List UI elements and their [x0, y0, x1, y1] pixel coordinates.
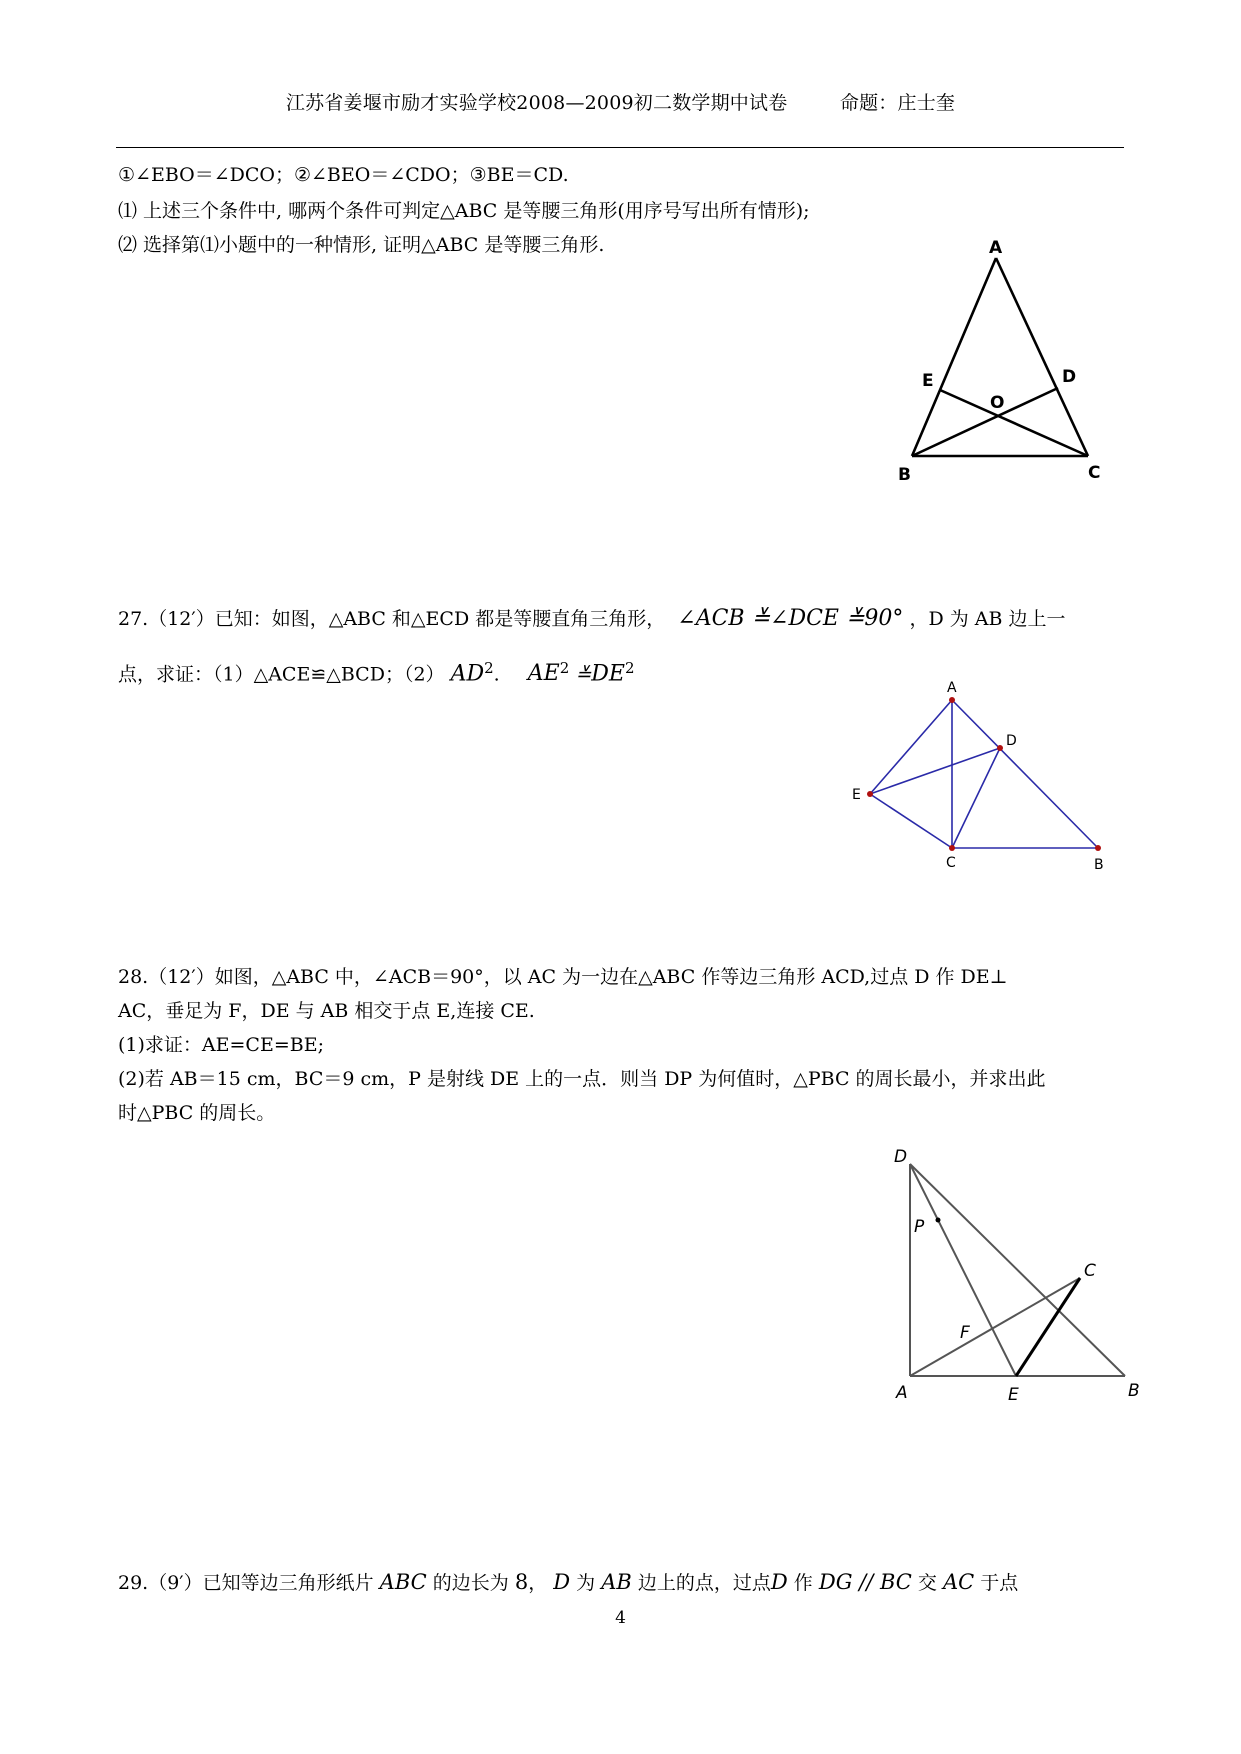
q27-seg-ab [952, 700, 1098, 848]
q27-math-ae: AE [527, 661, 560, 687]
q28-label-f: F [960, 1323, 970, 1343]
q29-line1 [118, 1568, 1018, 1595]
header-author: 命题：庄士奎 [839, 92, 956, 114]
q27-math-eq: ≚ [575, 663, 592, 686]
header-rule [116, 147, 1124, 148]
page-number: 4 [615, 1608, 626, 1628]
q27-math-ae-exp: 2 [559, 659, 570, 677]
q28-line4: (2)若 AB＝15 cm，BC＝9 cm，P 是射线 DE 上的一点．则当 DP 为何值时，△PBC 的周长最小，并求出此 [118, 1068, 1046, 1090]
q26-part2: ⑵ 选择第⑴小题中的一种情形, 证明△ABC 是等腰三角形. [118, 234, 605, 256]
q26-seg-bd [912, 388, 1058, 456]
q27-point-b [1095, 845, 1101, 851]
q27-point-a [949, 697, 955, 703]
q28-label-b: B [1128, 1381, 1140, 1401]
q28-label-c: C [1084, 1261, 1096, 1281]
q29-text-13: 交 [917, 1572, 937, 1594]
q27-label-e: E [852, 787, 861, 803]
q27-line1-suffix: ，D 为 AB 边上一 [909, 608, 1066, 630]
q29-text-7: 为 [576, 1572, 596, 1594]
page-header [0, 88, 1241, 115]
q28-line1: 28.（12′）如图，△ABC 中，∠ACB＝90°，以 AC 为一边在△ABC 作等边三角形 ACD,过点 D 作 DE⊥ [118, 966, 1008, 988]
q29-text-9: 边上的点，过点 [637, 1572, 771, 1594]
q29-math-dg-bc: DG // BC [818, 1570, 912, 1594]
q26-label-a: A [989, 238, 1003, 258]
q27-line2 [118, 659, 634, 686]
q28-figure [880, 1140, 1160, 1410]
q29-text-11: 作 [793, 1572, 813, 1594]
q29-math-ac: AC [942, 1570, 975, 1594]
q28-point-p [936, 1218, 941, 1223]
q27-math-angles: ∠ACB ≚∠DCE ≚90° [677, 606, 904, 631]
q29-text-15: 于点 [980, 1572, 1019, 1594]
q28-label-e: E [1008, 1385, 1019, 1405]
q26-label-b: B [898, 465, 911, 485]
q26-label-d: D [1062, 367, 1077, 387]
q29-math-d: D [553, 1570, 571, 1594]
q26-label-e: E [922, 371, 934, 391]
q26-label-c: C [1088, 463, 1101, 483]
q29-math-8: 8 [514, 1570, 529, 1594]
q28-seg-ac [910, 1278, 1080, 1376]
q26-part1: ⑴ 上述三个条件中, 哪两个条件可判定△ABC 是等腰三角形(用序号写出所有情形); [118, 200, 810, 222]
q27-figure [830, 680, 1130, 880]
q27-label-b: B [1094, 857, 1104, 873]
q28-line5: 时△PBC 的周长。 [118, 1102, 276, 1124]
q27-point-c [949, 845, 955, 851]
q27-label-a: A [947, 680, 957, 696]
q27-label-d: D [1006, 733, 1017, 749]
q27-point-d [997, 745, 1003, 751]
q28-label-a: A [896, 1383, 908, 1403]
q27-line2-prefix: 点，求证：（1）△ACE≌△BCD；（2） [118, 663, 445, 686]
q27-point-e [867, 791, 873, 797]
q27-line1 [118, 604, 1066, 631]
q26-side-ab [912, 258, 996, 456]
q29-text-3: 的边长为 [432, 1572, 509, 1594]
q29-text-1: 29.（9′）已知等边三角形纸片 [118, 1572, 374, 1594]
q28-seg-ce [1016, 1278, 1080, 1376]
q26-side-ac [996, 258, 1088, 456]
q28-label-p: P [914, 1217, 925, 1237]
q29-math-ab: AB [601, 1570, 632, 1594]
header-title: 江苏省姜堰市励才实验学校2008—2009初二数学期中试卷 [285, 92, 788, 114]
q27-math-ad: AD [450, 661, 485, 687]
q27-math-de-exp: 2 [624, 659, 635, 677]
q28-seg-de [910, 1164, 1016, 1376]
q27-seg-ec [870, 794, 952, 848]
q27-math-dot: . [493, 663, 500, 686]
q27-line1-prefix: 27.（12′）已知：如图，△ABC 和△ECD 都是等腰直角三角形， [118, 608, 666, 630]
q29-math-abc: ABC [379, 1570, 427, 1594]
q26-figure [880, 236, 1120, 486]
q27-label-c: C [946, 855, 956, 871]
q29-math-d2: D [770, 1570, 788, 1594]
q28-line3: (1)求证：AE=CE=BE; [118, 1034, 324, 1056]
q29-text-5: ， [528, 1572, 548, 1594]
q27-math-de: DE [591, 661, 625, 687]
q28-label-d: D [894, 1147, 908, 1167]
q27-math-ad-exp: 2 [484, 659, 494, 677]
q26-seg-ec [940, 390, 1088, 456]
q28-line2: AC，垂足为 F，DE 与 AB 相交于点 E,连接 CE. [118, 1000, 535, 1022]
q26-label-o: O [990, 393, 1005, 413]
q26-conditions: ①∠EBO＝∠DCO；②∠BEO＝∠CDO；③BE＝CD. [118, 164, 569, 186]
